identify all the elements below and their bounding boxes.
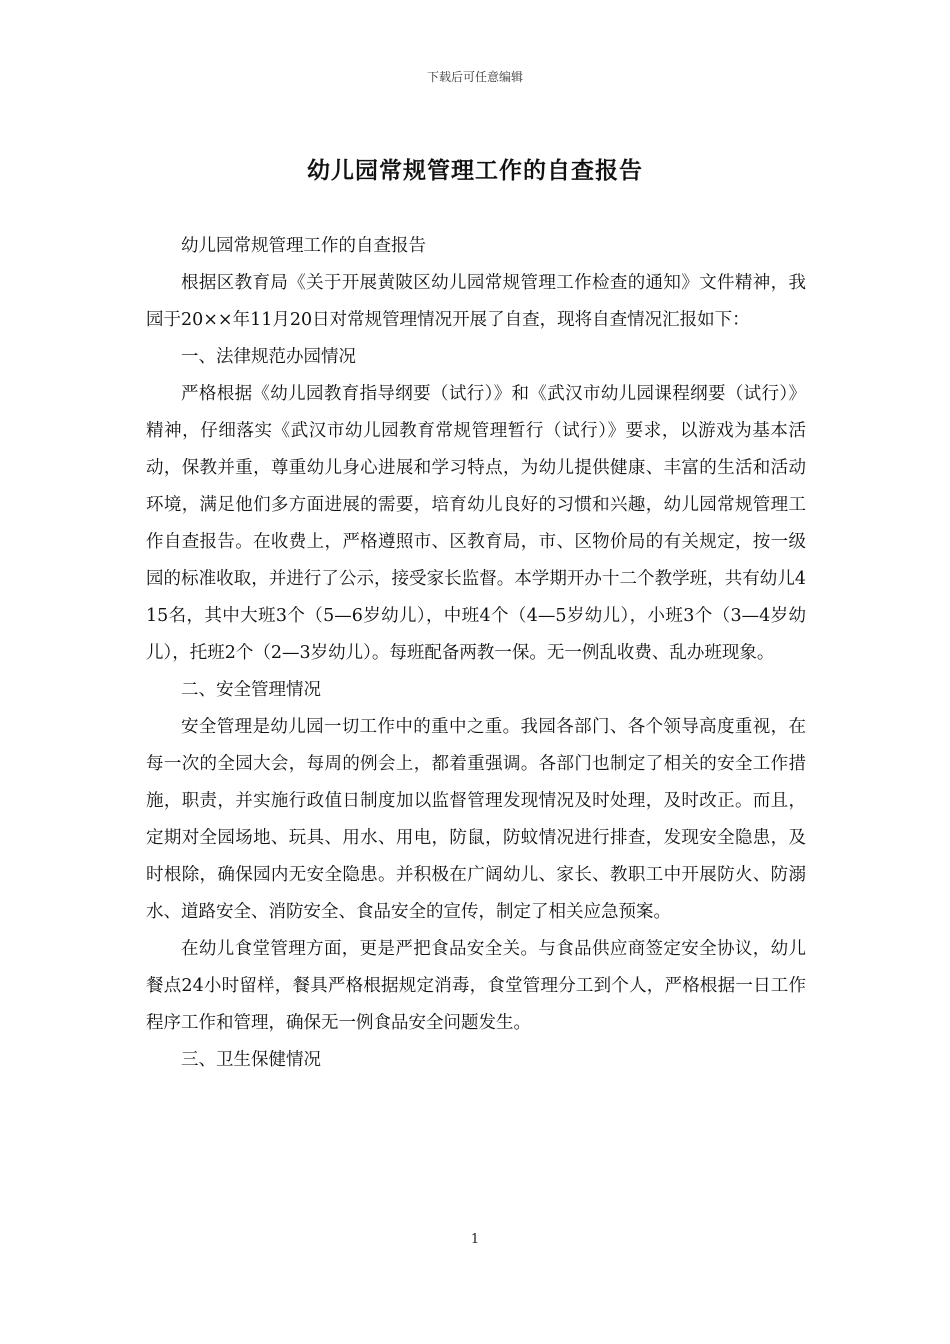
section-heading-2: 二、安全管理情况 [181,680,321,700]
header-note: 下载后可任意编辑 [426,70,523,84]
paragraph-section-2b: 在幼儿食堂管理方面，更是严把食品安全关。与食品供应商签定安全协议，幼儿餐点24小时留样，餐具严格根据规定消毒，食堂管理分工到个人，严格根据一日工作程序工作和管理，确保无一例食品安全问题发生。 [146,939,806,1033]
document-body [146,228,806,1079]
paragraph-section-2: 安全管理是幼儿园一切工作中的重中之重。我园各部门、各个领导高度重视，在每一次的全园大会，每周的例会上，都着重强调。各部门也制定了相关的安全工作措施，职责，并实施行政值日制度加以监督管理发现情况及时处理，及时改正。而且，定期对全园场地、玩具、用水、用电，防鼠，防蚊情况进行排查，发现安全隐患，及时根除，确保园内无安全隐患。并积极在广阔幼儿、家长、教职工中开展防火、防溺水、道路安全、消防安全、食品安全的宣传，制定了相关应急预案。 [146,717,806,922]
document-title: 幼儿园常规管理工作的自查报告 [307,157,643,184]
section-heading-3: 三、卫生保健情况 [181,1050,321,1070]
page-number: 1 [470,1232,480,1247]
paragraph-intro: 根据区教育局《关于开展黄陂区幼儿园常规管理工作检查的通知》文件精神，我园于20××年11月20日对常规管理情况开展了自查，现将自查情况汇报如下： [146,273,806,330]
paragraph-subtitle: 幼儿园常规管理工作的自查报告 [181,236,426,256]
section-heading-1: 一、法律规范办园情况 [181,347,356,367]
paragraph-section-1: 严格根据《幼儿园教育指导纲要（试行）》和《武汉市幼儿园课程纲要（试行）》精神，仔细落实《武汉市幼儿园教育常规管理暂行（试行）》要求，以游戏为基本活动，保教并重，尊重幼儿身心进展和学习特点，为幼儿提供健康、丰富的生活和活动环境，满足他们多方面进展的需要，培育幼儿良好的习惯和兴趣，幼儿园常规管理工作自查报告。在收费上，严格遵照市、区教育局，市、区物价局的有关规定，按一级园的标准收取，并进行了公示，接受家长监督。本学期开办十二个教学班，共有幼儿415名，其中大班3个（5—6岁幼儿），中班4个（4—5岁幼儿），小班3个（3—4岁幼儿），托班2个（2—3岁幼儿）。每班配备两教一保。无一例乱收费、乱办班现象。 [146,384,806,663]
